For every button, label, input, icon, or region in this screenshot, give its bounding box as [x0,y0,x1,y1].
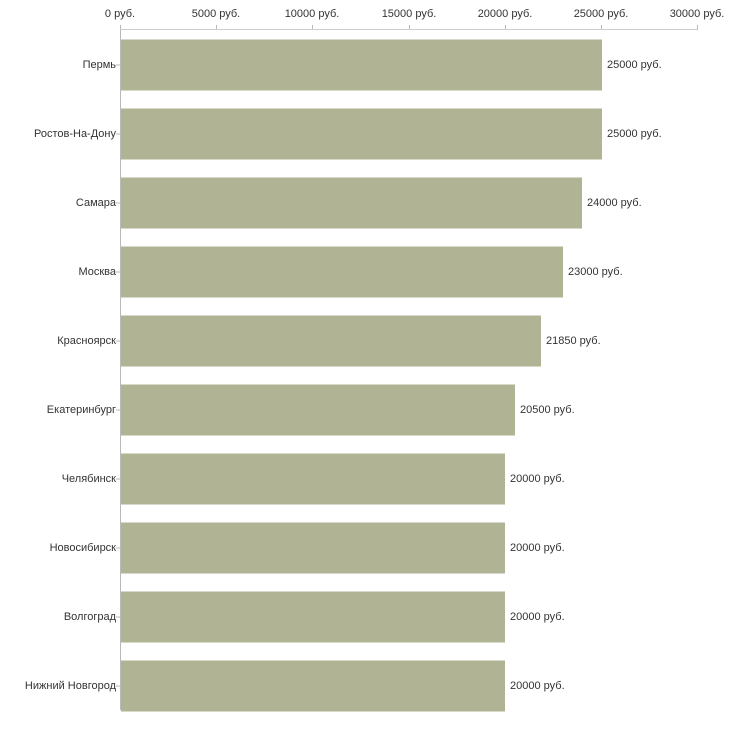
y-axis-tick-label: Пермь [82,58,116,71]
y-axis-tick-mark [116,133,120,134]
x-axis-tick-label: 10000 руб. [284,8,340,20]
y-axis-tick-mark [116,340,120,341]
y-axis-tick-label: Красноярск [57,334,116,347]
x-axis-tick-label: 30000 руб. [669,8,725,20]
y-axis-tick-label: Ростов-На-Дону [33,127,116,140]
bar-value-label: 25000 руб. [607,127,662,140]
y-axis-tick-label: Екатеринбург [46,403,116,416]
bar[interactable] [121,384,515,435]
y-axis-tick-mark [116,271,120,272]
bar-row [0,168,730,237]
y-axis-tick-mark [116,64,120,65]
bar[interactable] [121,522,505,573]
bar-row [0,237,730,306]
y-axis-tick-mark [116,202,120,203]
y-axis-tick-label: Новосибирск [49,541,116,554]
x-axis-tick-label: 0 руб. [104,8,136,20]
y-axis-tick-label: Москва [78,265,116,278]
bar[interactable] [121,315,541,366]
bar[interactable] [121,39,602,90]
y-axis-tick-mark [116,409,120,410]
bar[interactable] [121,246,563,297]
x-axis-tick-label: 15000 руб. [381,8,437,20]
y-axis-tick-label: Самара [75,196,116,209]
bar-row [0,513,730,582]
bar-value-label: 24000 руб. [587,196,642,209]
y-axis-tick-label: Челябинск [61,472,116,485]
bar[interactable] [121,591,505,642]
bar-row [0,444,730,513]
y-axis-tick-label: Нижний Новгород [24,679,116,692]
bar-value-label: 20000 руб. [510,610,565,623]
bar-value-label: 20000 руб. [510,541,565,554]
bar[interactable] [121,660,505,711]
bar-row [0,651,730,720]
bar-row [0,306,730,375]
bar-value-label: 20000 руб. [510,472,565,485]
y-axis-tick-mark [116,616,120,617]
x-axis [0,0,730,30]
plot-area [0,30,730,720]
x-axis-tick-label: 5000 руб. [191,8,241,20]
bar-row [0,99,730,168]
bar-value-label: 20000 руб. [510,679,565,692]
bar[interactable] [121,108,602,159]
bar-row [0,582,730,651]
bar-row [0,30,730,99]
x-axis-tick-label: 20000 руб. [477,8,533,20]
bar-value-label: 25000 руб. [607,58,662,71]
bar-value-label: 23000 руб. [568,265,623,278]
x-axis-tick-label: 25000 руб. [573,8,629,20]
bar[interactable] [121,453,505,504]
bar-value-label: 21850 руб. [546,334,601,347]
y-axis-tick-mark [116,478,120,479]
bar[interactable] [121,177,582,228]
y-axis-tick-mark [116,547,120,548]
y-axis-tick-label: Волгоград [63,610,116,623]
y-axis-tick-mark [116,685,120,686]
bar-value-label: 20500 руб. [520,403,575,416]
bar-row [0,375,730,444]
